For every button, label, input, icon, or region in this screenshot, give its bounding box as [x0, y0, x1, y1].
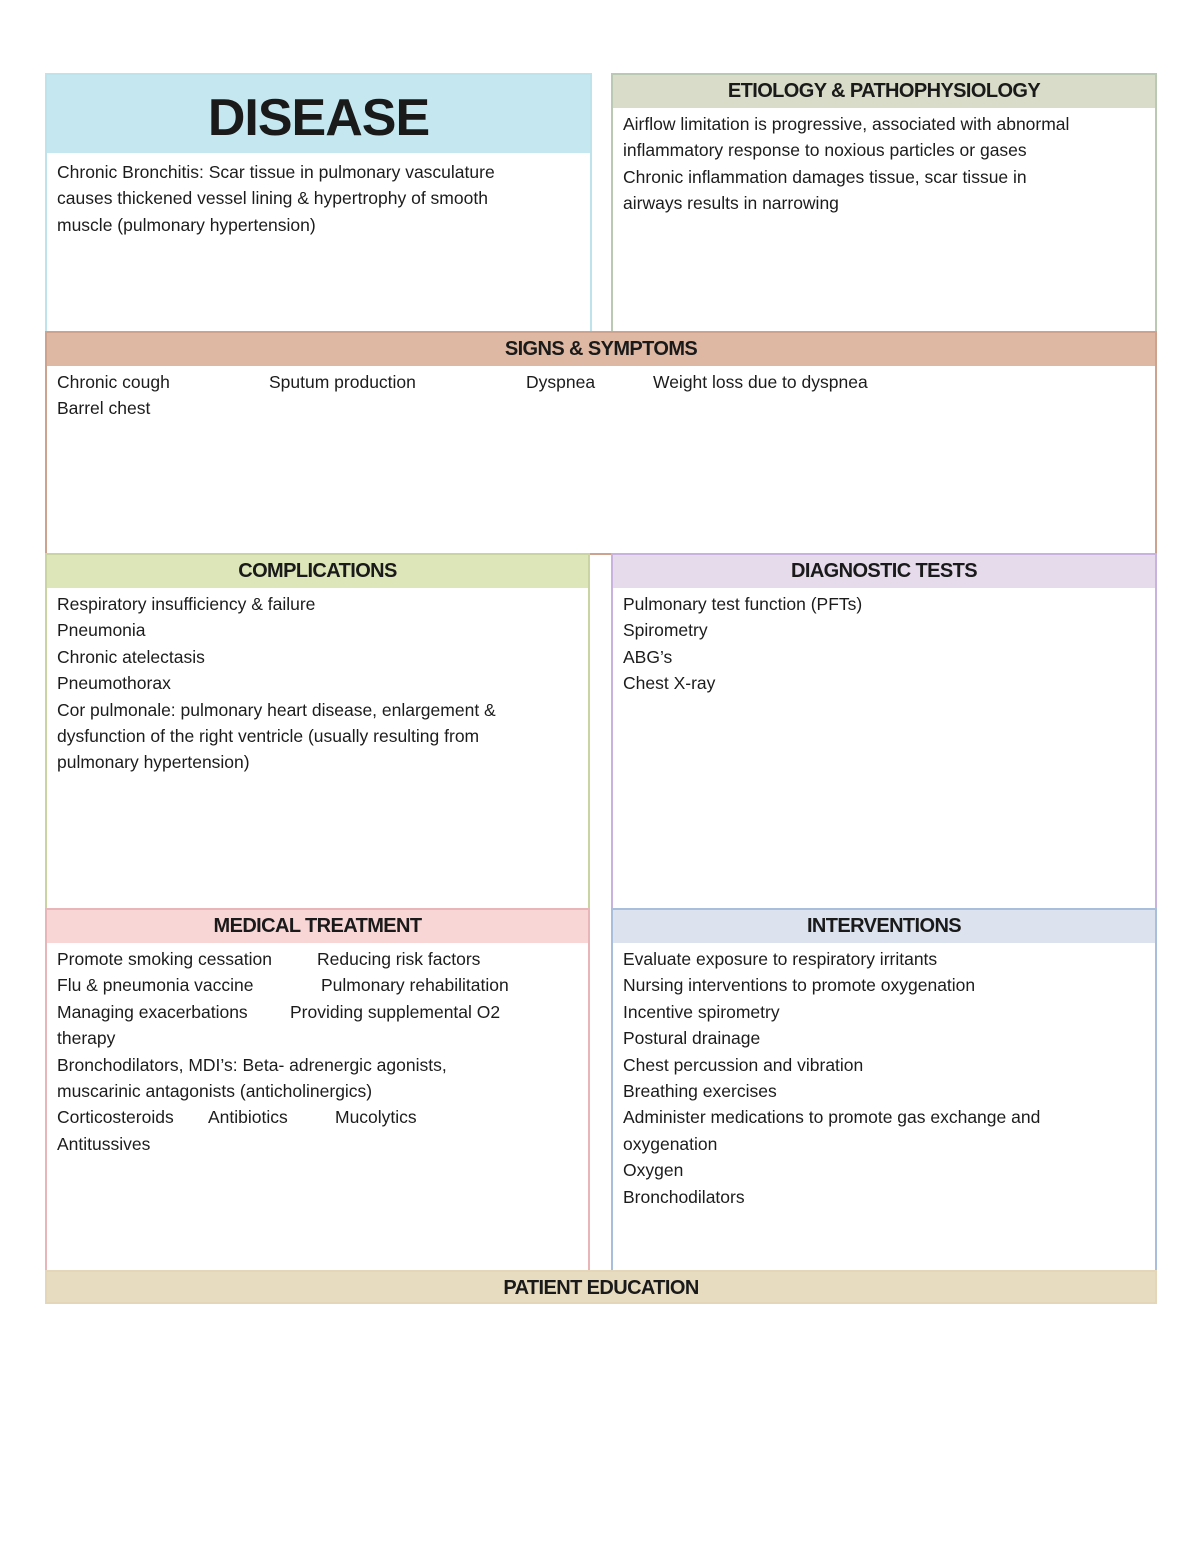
intervention-line: oxygenation [623, 1133, 718, 1154]
medical-treatment-heading: MEDICAL TREATMENT [47, 910, 588, 943]
diagnostic-line: Spirometry [623, 620, 708, 641]
treatment-item: Reducing risk factors [317, 949, 481, 969]
complication-line: Respiratory insufficiency & failure [57, 594, 316, 614]
treatment-item: muscarinic antagonists (anticholinergics) [57, 1081, 373, 1102]
diagnostic-line: Chest X-ray [623, 673, 716, 694]
disease-line: Chronic Bronchitis: Scar tissue in pulmonary vasculature [57, 162, 495, 182]
treatment-item: Promote smoking cessation [57, 949, 272, 969]
complications-heading: COMPLICATIONS [47, 555, 588, 588]
treatment-item: Mucolytics [335, 1107, 417, 1128]
interventions-section [611, 908, 1157, 1272]
intervention-line: Evaluate exposure to respiratory irritants [623, 949, 938, 969]
treatment-item: therapy [57, 1028, 116, 1049]
disease-title: DISEASE [47, 75, 590, 153]
patient-education-heading: PATIENT EDUCATION [47, 1272, 1155, 1302]
disease-line: muscle (pulmonary hypertension) [57, 214, 316, 235]
signs-symptoms-body [47, 366, 1155, 422]
interventions-heading: INTERVENTIONS [613, 910, 1155, 943]
intervention-line: Chest percussion and vibration [623, 1054, 864, 1075]
treatment-item: Pulmonary rehabilitation [321, 975, 509, 996]
treatment-item: Antitussives [57, 1133, 151, 1154]
symptom-item: Barrel chest [57, 398, 151, 419]
treatment-item: Antibiotics [208, 1107, 288, 1128]
treatment-item: Corticosteroids [57, 1107, 174, 1128]
treatment-row [57, 1131, 578, 1157]
intervention-line: Postural drainage [623, 1028, 761, 1049]
disease-section [45, 73, 592, 333]
treatment-item: Providing supplemental O2 [290, 1001, 501, 1022]
treatment-item: Managing exacerbations [57, 1001, 248, 1022]
complications-body [47, 588, 588, 776]
treatment-row [57, 972, 578, 998]
etiology-line: Chronic inflammation damages tissue, scar tissue in [623, 166, 1027, 187]
signs-row [57, 395, 1145, 421]
intervention-line: Incentive spirometry [623, 1001, 780, 1022]
intervention-line: Administer medications to promote gas exchange and [623, 1107, 1041, 1128]
complication-line: dysfunction of the right ventricle (usually resulting from [57, 726, 480, 747]
treatment-row [57, 1025, 578, 1051]
treatment-item: Flu & pneumonia vaccine [57, 975, 254, 996]
symptom-item: Dyspnea [526, 372, 596, 392]
treatment-item: Bronchodilators, MDI’s: Beta- adrenergic agonists, [57, 1054, 447, 1075]
intervention-line: Nursing interventions to promote oxygenation [623, 975, 976, 996]
complications-section [45, 553, 590, 910]
medical-treatment-section [45, 908, 590, 1272]
symptom-item: Sputum production [269, 372, 416, 392]
diagnostic-line: Pulmonary test function (PFTs) [623, 594, 863, 614]
etiology-body [613, 108, 1155, 217]
complication-line: Pneumonia [57, 620, 146, 641]
complication-line: Cor pulmonale: pulmonary heart disease, enlargement & [57, 699, 496, 720]
etiology-section [611, 73, 1157, 333]
diagnostic-tests-heading: DIAGNOSTIC TESTS [613, 555, 1155, 588]
intervention-line: Breathing exercises [623, 1081, 777, 1102]
complication-line: Chronic atelectasis [57, 646, 205, 667]
diagnostic-tests-body [613, 588, 1155, 697]
diagnostic-line: ABG’s [623, 646, 673, 667]
complication-line: Pneumothorax [57, 673, 171, 694]
complication-line: pulmonary hypertension) [57, 752, 250, 773]
treatment-row [57, 946, 578, 972]
treatment-row [57, 1078, 578, 1104]
signs-symptoms-heading: SIGNS & SYMPTOMS [47, 333, 1155, 366]
treatment-row [57, 1052, 578, 1078]
disease-body [47, 153, 590, 238]
signs-symptoms-section [45, 331, 1157, 555]
intervention-line: Oxygen [623, 1160, 684, 1181]
signs-row [57, 369, 1145, 395]
symptom-item: Weight loss due to dyspnea [653, 372, 868, 392]
symptom-item: Chronic cough [57, 372, 170, 392]
intervention-line: Bronchodilators [623, 1186, 745, 1207]
etiology-line: Airflow limitation is progressive, associated with abnormal [623, 114, 1070, 134]
disease-line: causes thickened vessel lining & hypertrophy of smooth [57, 188, 488, 209]
etiology-line: airways results in narrowing [623, 193, 839, 214]
diagnostic-tests-section [611, 553, 1157, 910]
etiology-heading: ETIOLOGY & PATHOPHYSIOLOGY [613, 75, 1155, 108]
medical-treatment-body [47, 943, 588, 1157]
treatment-row [57, 999, 578, 1025]
patient-education-section [45, 1270, 1157, 1304]
interventions-body [613, 943, 1155, 1210]
etiology-line: inflammatory response to noxious particles or gases [623, 140, 1027, 161]
treatment-row [57, 1104, 578, 1130]
